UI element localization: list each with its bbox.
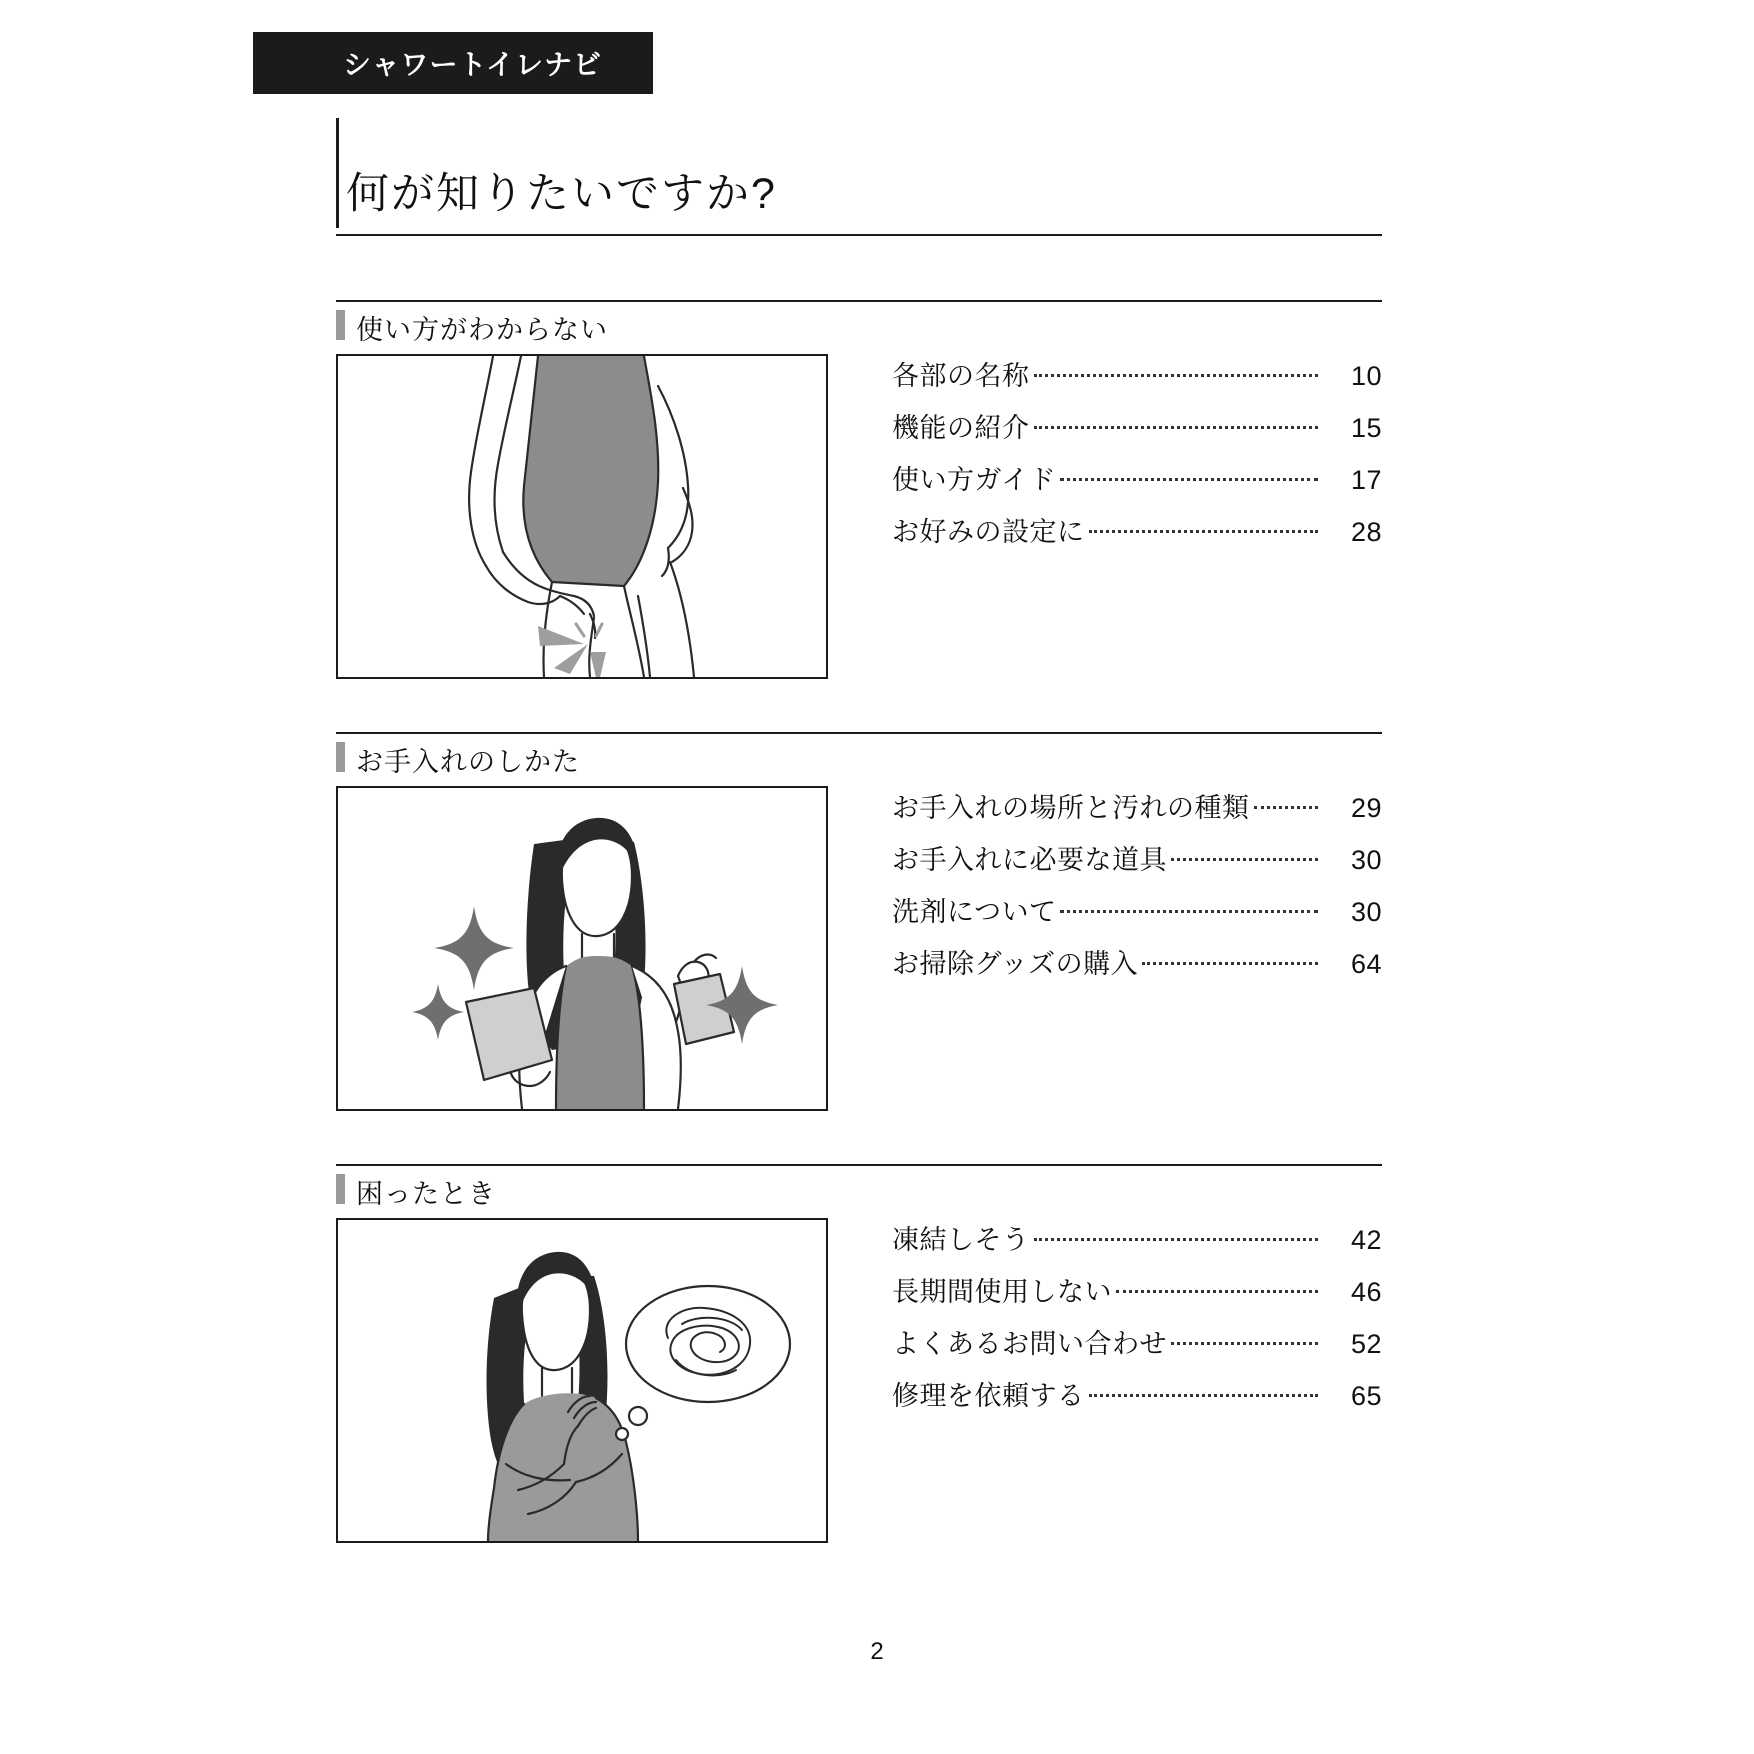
person-pressing-remote-illustration <box>338 356 826 677</box>
section-rule <box>336 1164 1382 1166</box>
section-title: お手入れのしかた <box>356 747 580 777</box>
toc-page: 30 <box>1350 845 1382 875</box>
toc-label: 各部の名称 <box>892 361 1030 391</box>
illustration-trouble <box>336 1218 828 1543</box>
toc-leader <box>1060 478 1318 481</box>
toc-row[interactable] <box>892 510 1382 562</box>
toc-label: 凍結しそう <box>892 1225 1030 1255</box>
toc-label: お好みの設定に <box>892 517 1085 547</box>
toc-row[interactable] <box>892 458 1382 510</box>
toc-row[interactable] <box>892 406 1382 458</box>
toc-label: お手入れに必要な道具 <box>892 845 1167 875</box>
illustration-usage <box>336 354 828 679</box>
toc-leader <box>1089 1394 1319 1397</box>
illustration-maintenance <box>336 786 828 1111</box>
header-tab-label: シャワートイレナビ <box>343 49 603 80</box>
toc-row[interactable] <box>892 786 1382 838</box>
page-title: 何が知りたいですか? <box>346 170 777 218</box>
toc-page: 46 <box>1350 1277 1382 1307</box>
toc-leader <box>1171 1342 1318 1345</box>
section-rule <box>336 732 1382 734</box>
person-cleaning-with-cloth-illustration <box>338 788 826 1109</box>
toc-row[interactable] <box>892 1270 1382 1322</box>
toc-list-maintenance <box>892 786 1382 994</box>
toc-page: 17 <box>1350 465 1382 495</box>
toc-row[interactable] <box>892 1218 1382 1270</box>
page-number: 2 <box>870 1638 884 1665</box>
toc-label: 機能の紹介 <box>892 413 1030 443</box>
toc-label: お掃除グッズの購入 <box>892 949 1139 979</box>
toc-row[interactable] <box>892 354 1382 406</box>
toc-leader <box>1116 1290 1318 1293</box>
section-marker <box>336 310 345 340</box>
toc-page: 65 <box>1350 1381 1382 1411</box>
toc-row[interactable] <box>892 1322 1382 1374</box>
toc-page: 52 <box>1350 1329 1382 1359</box>
toc-leader <box>1034 1238 1319 1241</box>
toc-leader <box>1254 806 1319 809</box>
title-accent-bar <box>336 118 339 228</box>
toc-label: よくあるお問い合わせ <box>892 1329 1167 1359</box>
toc-page: 30 <box>1350 897 1382 927</box>
toc-page: 28 <box>1350 517 1382 547</box>
person-thinking-trouble-illustration <box>338 1220 826 1541</box>
toc-label: 洗剤について <box>892 897 1057 927</box>
toc-list-usage <box>892 354 1382 562</box>
toc-label: 長期間使用しない <box>892 1277 1112 1307</box>
toc-row[interactable] <box>892 890 1382 942</box>
header-tab <box>253 32 653 94</box>
toc-list-trouble <box>892 1218 1382 1426</box>
section-rule <box>336 300 1382 302</box>
toc-row[interactable] <box>892 1374 1382 1426</box>
toc-label: お手入れの場所と汚れの種類 <box>892 793 1250 823</box>
toc-label: 使い方ガイド <box>892 465 1057 495</box>
toc-leader <box>1089 530 1319 533</box>
section-title: 困ったとき <box>356 1179 496 1209</box>
toc-leader <box>1034 426 1319 429</box>
toc-row[interactable] <box>892 942 1382 994</box>
section-marker <box>336 742 345 772</box>
toc-page: 29 <box>1350 793 1382 823</box>
section-marker <box>336 1174 345 1204</box>
toc-page: 64 <box>1350 949 1382 979</box>
toc-row[interactable] <box>892 838 1382 890</box>
title-underline <box>336 234 1382 236</box>
toc-page: 10 <box>1350 361 1382 391</box>
toc-leader <box>1171 858 1318 861</box>
section-title: 使い方がわからない <box>356 315 608 345</box>
toc-leader <box>1060 910 1318 913</box>
toc-page: 42 <box>1350 1225 1382 1255</box>
toc-leader <box>1142 962 1318 965</box>
toc-label: 修理を依頼する <box>892 1381 1085 1411</box>
toc-page: 15 <box>1350 413 1382 443</box>
toc-leader <box>1034 374 1319 377</box>
